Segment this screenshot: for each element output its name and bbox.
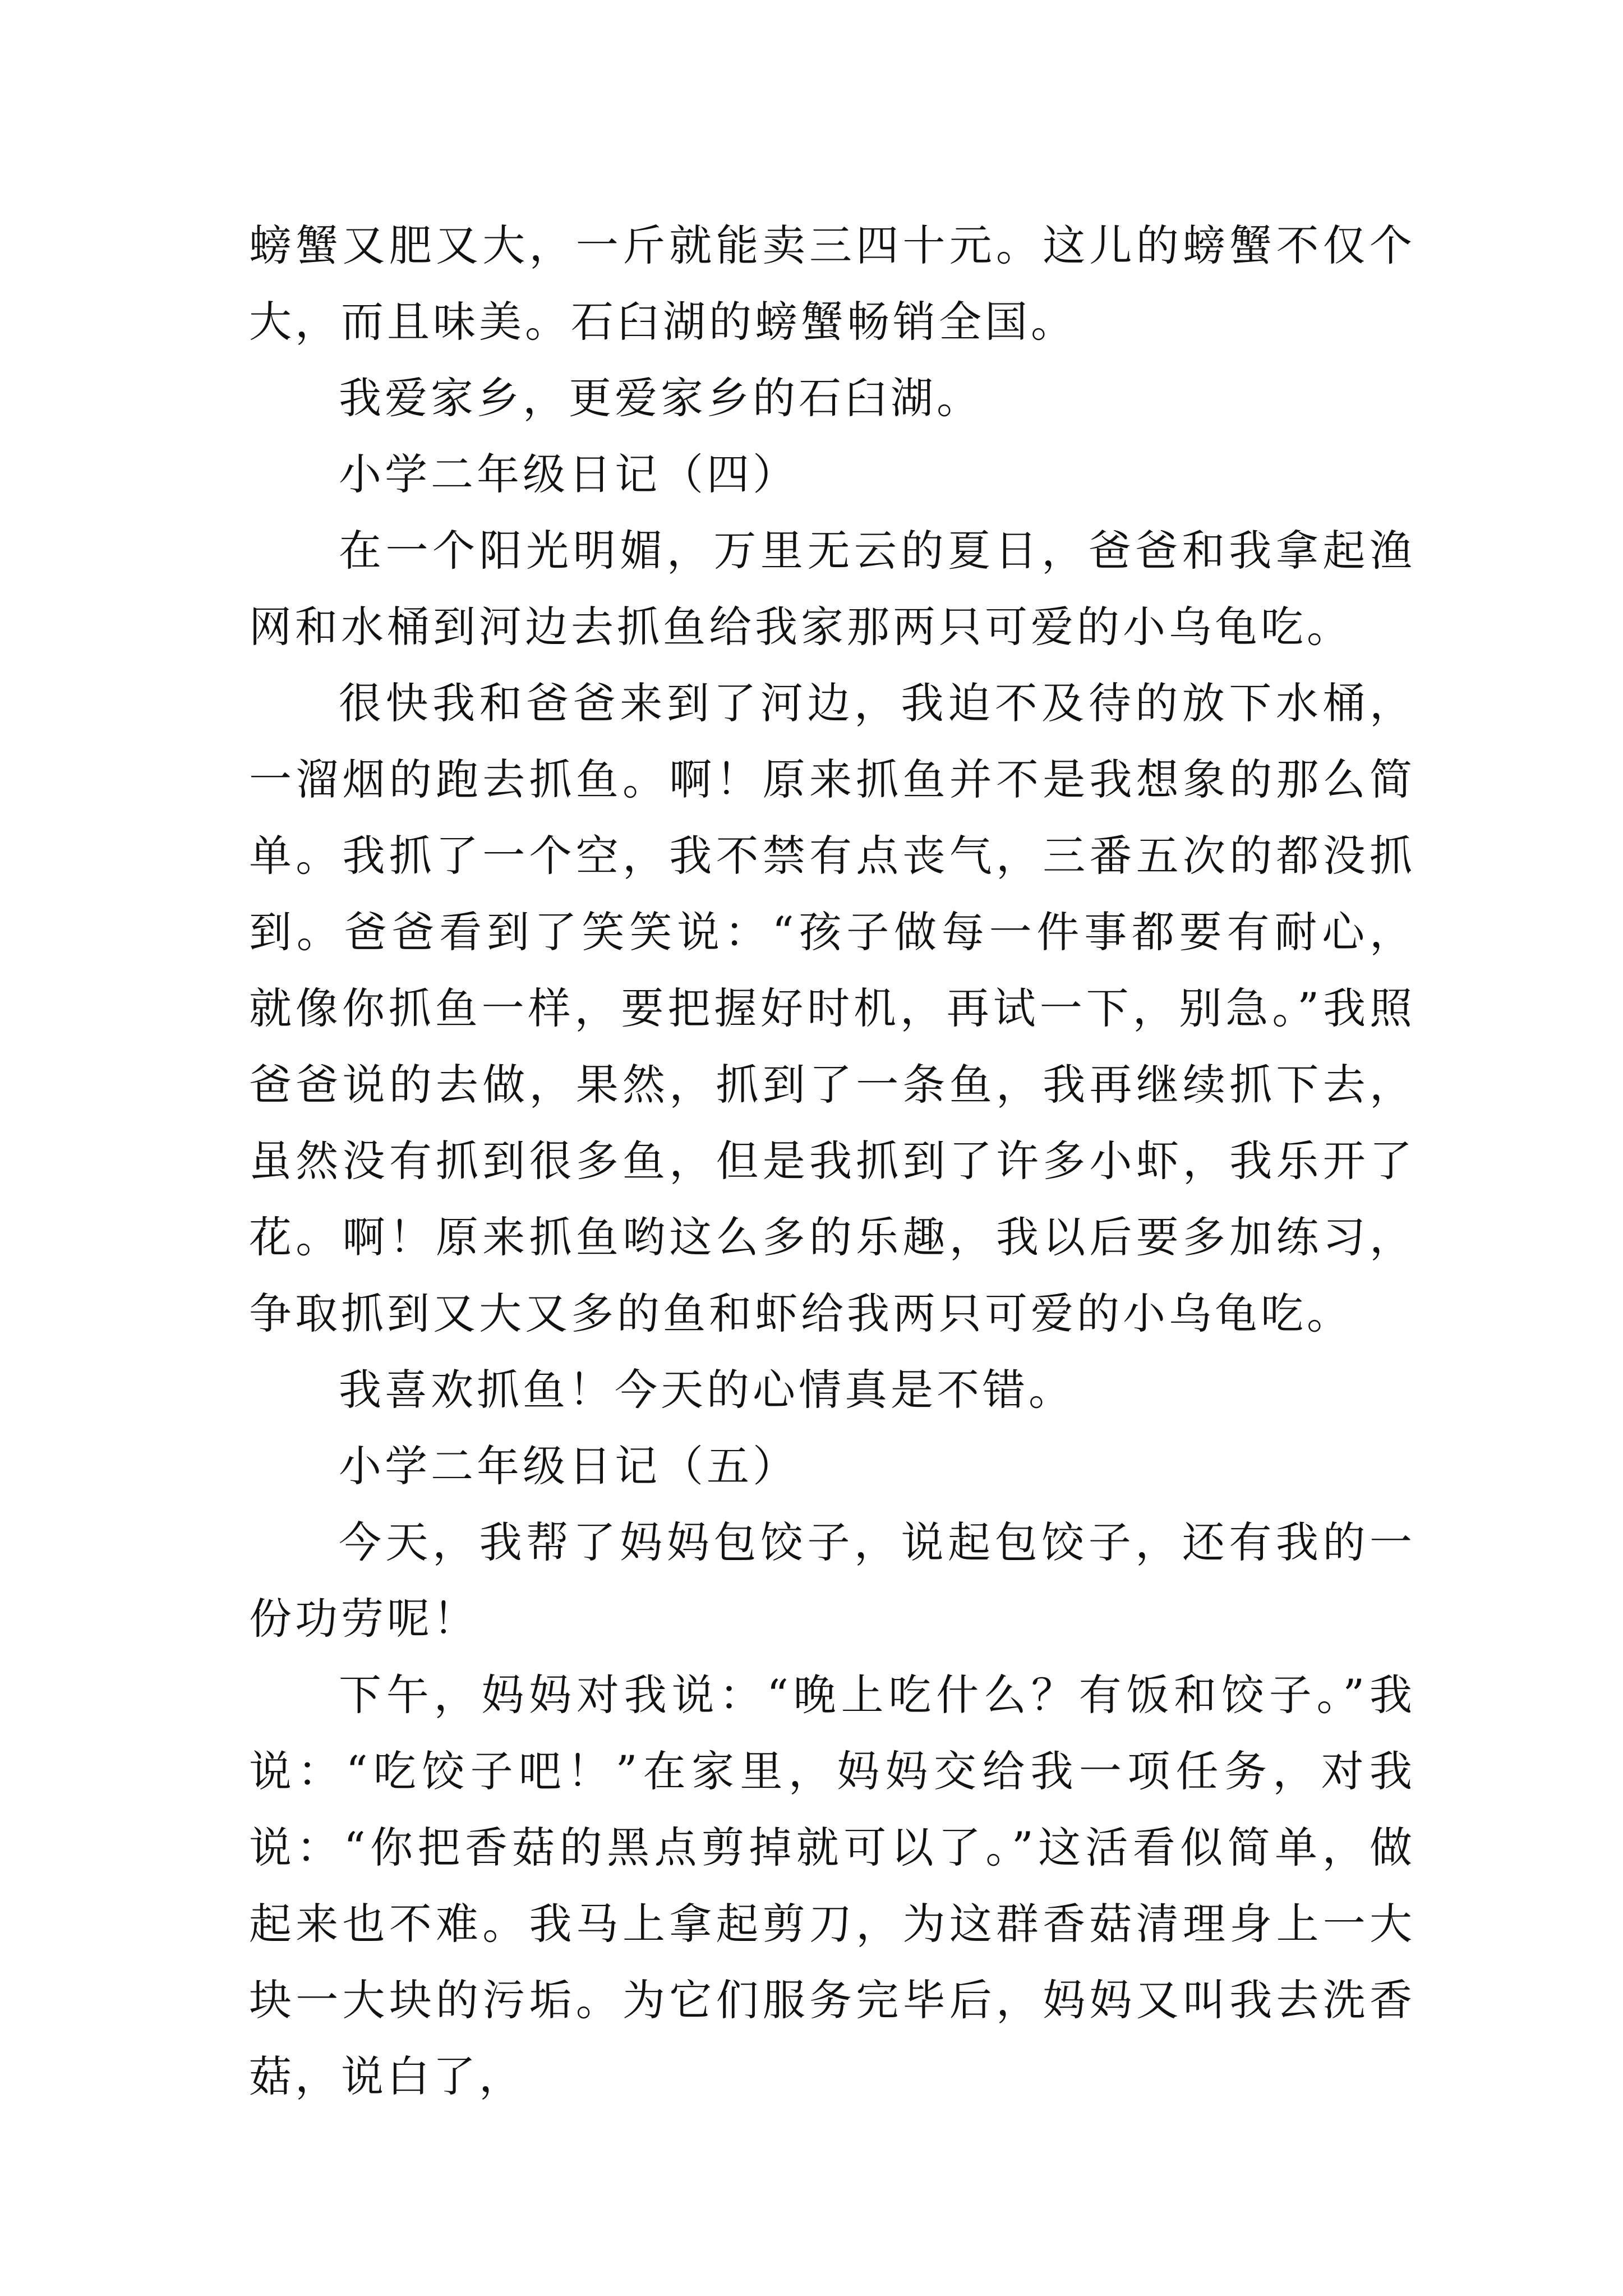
paragraph-8: 今天，我帮了妈妈包饺子，说起包饺子，还有我的一份功劳呢！ — [249, 1517, 1415, 1644]
paragraph-4: 在一个阳光明媚，万里无云的夏日，爸爸和我拿起渔网和水桶到河边去抓鱼给我家那两只可爱的小乌龟吃。 — [249, 526, 1415, 652]
paragraph-5: 很快我和爸爸来到了河边，我迫不及待的放下水桶，一溜烟的跑去抓鱼。啊！原来抓鱼并不是我想象的那么简单。我抓了一个空，我不禁有点丧气，三番五次的都没抓到。爸爸看到了笑笑说：“孩子做每一件事都要有耐心，就像你抓鱼一样，要把握好时机，再试一下，别急。”我照爸爸说的去做，果然，抓到了一条鱼，我再继续抓下去，虽然没有抓到很多鱼，但是我抓到了许多小虾，我乐开了花。啊！原来抓鱼哟这么多的乐趣，我以后要多加练习，争取抓到又大又多的鱼和虾给我两只可爱的小乌龟吃。 — [249, 678, 1415, 1338]
paragraph-9: 下午，妈妈对我说：“晚上吃什么？有饭和饺子。”我说：“吃饺子吧！”在家里，妈妈交给我一项任务，对我说：“你把香菇的黑点剪掉就可以了。”这活看似简单，做起来也不难。我马上拿起剪刀，为这群香菇清理身上一大块一大块的污垢。为它们服务完毕后，妈妈又叫我去洗香菇，说白了， — [249, 1670, 1415, 2101]
paragraph-2: 我爱家乡，更爱家乡的石臼湖。 — [339, 373, 983, 423]
paragraph-1: 螃蟹又肥又大，一斤就能卖三四十元。这儿的螃蟹不仅个大，而且味美。石臼湖的螃蟹畅销全国。 — [249, 220, 1415, 347]
diary-heading-5: 小学二年级日记（五） — [339, 1441, 799, 1491]
document-body — [249, 208, 1415, 2115]
paragraph-6: 我喜欢抓鱼！今天的心情真是不错。 — [339, 1365, 1075, 1415]
diary-heading-4: 小学二年级日记（四） — [339, 449, 799, 499]
